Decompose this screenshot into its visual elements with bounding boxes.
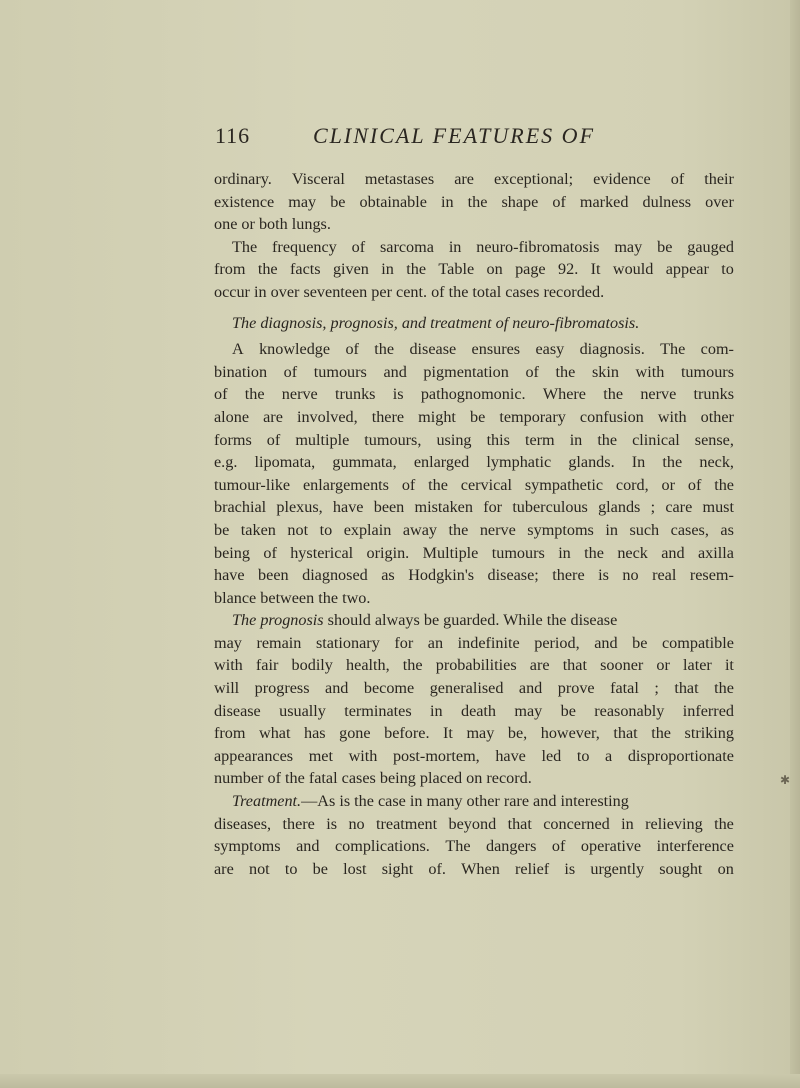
- text-line: with fair bodily health, the probabilities are that sooner or later it: [214, 656, 734, 675]
- text-line: ordinary. Visceral metastases are exceptional; evidence of their: [214, 170, 734, 188]
- text-line: alone are involved, there might be temporary confusion with other: [214, 407, 734, 426]
- text-line: A knowledge of the disease ensures easy diagnosis. The com-: [232, 340, 734, 359]
- text-line: one or both lungs.: [214, 215, 331, 234]
- text-line: from the facts given in the Table on page 92. It would appear to: [214, 260, 734, 279]
- text-line: are not to be lost sight of. When relief is urgently sought on: [214, 859, 734, 878]
- running-head: CLINICAL FEATURES OF: [313, 123, 596, 148]
- section-heading: The diagnosis, prognosis, and treatment of neuro-fibromatosis.: [232, 313, 640, 332]
- page-number: 116: [215, 123, 251, 148]
- text-line: bination of tumours and pigmentation of the skin with tumours: [214, 362, 734, 381]
- text-line: be taken not to explain away the nerve symptoms in such cases, as: [214, 520, 734, 539]
- text-line: occur in over seventeen per cent. of the total cases recorded.: [214, 282, 605, 301]
- text-line: appearances met with post-mortem, have led to a disproportionate: [214, 746, 734, 765]
- text-line: symptoms and complications. The dangers of operative interference: [214, 837, 734, 856]
- text-line: of the nerve trunks is pathognomonic. Where the nerve trunks: [214, 385, 734, 404]
- text-line: diseases, there is no treatment beyond that concerned in relieving the: [214, 814, 734, 833]
- text-line: tumour-like enlargements of the cervical sympathetic cord, or of the: [214, 475, 734, 494]
- body-text: [214, 168, 734, 880]
- page-header: [215, 123, 715, 153]
- text-line: [214, 790, 734, 813]
- text-line: from what has gone before. It may be, however, that the striking: [214, 724, 734, 743]
- text-line: [214, 609, 734, 632]
- text-line: have been diagnosed as Hodgkin's disease; there is no real resem-: [214, 566, 734, 585]
- text-line: disease usually terminates in death may be reasonably inferred: [214, 701, 734, 720]
- prognosis-label: The prognosis: [232, 611, 324, 630]
- stray-mark: ✱: [780, 773, 791, 787]
- text-line: The frequency of sarcoma in neuro-fibromatosis may be gauged: [232, 237, 734, 256]
- text-run: —As is the case in many other rare and interesting: [301, 792, 629, 811]
- text-line: number of the fatal cases being placed on record.: [214, 769, 532, 788]
- page-edge-bottom: [0, 1074, 800, 1088]
- treatment-label: Treatment.: [232, 792, 302, 811]
- text-line: may remain stationary for an indefinite period, and be compatible: [214, 633, 734, 652]
- text-line: brachial plexus, have been mistaken for tuberculous glands ; care must: [214, 498, 734, 517]
- text-line: forms of multiple tumours, using this term in the clinical sense,: [214, 430, 734, 449]
- text-run: should always be guarded. While the disease: [323, 611, 618, 630]
- text-line: being of hysterical origin. Multiple tumours in the neck and axilla: [214, 543, 734, 562]
- text-line: blance between the two.: [214, 588, 371, 607]
- text-line: existence may be obtainable in the shape of marked dulness over: [214, 192, 734, 211]
- text-line: will progress and become generalised and prove fatal ; that the: [214, 679, 734, 698]
- text-line: e.g. lipomata, gummata, enlarged lymphatic glands. In the neck,: [214, 453, 734, 472]
- page-edge-right: [790, 0, 800, 1088]
